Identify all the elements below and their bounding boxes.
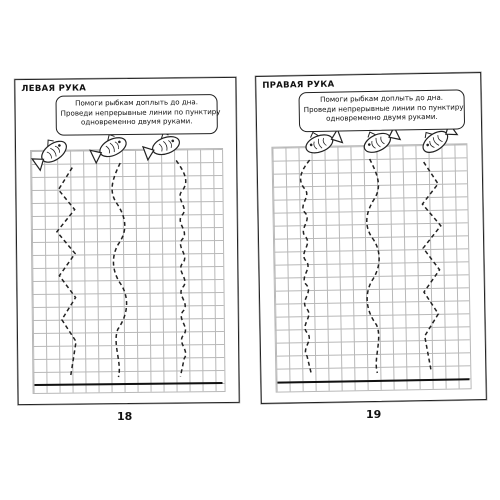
instruction-line: одновременно двумя руками. <box>80 116 193 127</box>
instruction-line: одновременно двумя руками. <box>326 112 438 123</box>
page-header-left: ЛЕВАЯ РУКА <box>21 83 87 95</box>
instructions-box <box>298 89 465 132</box>
right-page <box>255 72 487 404</box>
instruction-line: Помоги рыбкам доплыть до дна. <box>75 97 199 108</box>
left-page <box>14 77 239 405</box>
fish-icon <box>29 133 70 171</box>
instruction-line: Проведи непрерывные линии по пунктиру <box>303 101 464 114</box>
tracing-path-zigzag <box>422 162 444 372</box>
seabed-line <box>35 383 223 385</box>
instruction-line: Помоги рыбкам доплыть до дна. <box>320 92 444 104</box>
tracing-path-wave <box>365 159 382 373</box>
tracing-path-loops <box>176 160 188 376</box>
page-number-left: 18 <box>117 410 133 423</box>
page-number-right: 19 <box>366 408 382 421</box>
instruction-line: Проведи непрерывные линии по пунктиру <box>60 106 221 118</box>
tracing-path-zigzag <box>56 168 76 378</box>
tracing-path-loops <box>300 160 313 374</box>
instructions-box <box>55 94 221 136</box>
seabed-line <box>278 379 470 382</box>
page-header-right: ПРАВАЯ РУКА <box>262 79 335 91</box>
tracing-path-wave <box>112 163 128 377</box>
